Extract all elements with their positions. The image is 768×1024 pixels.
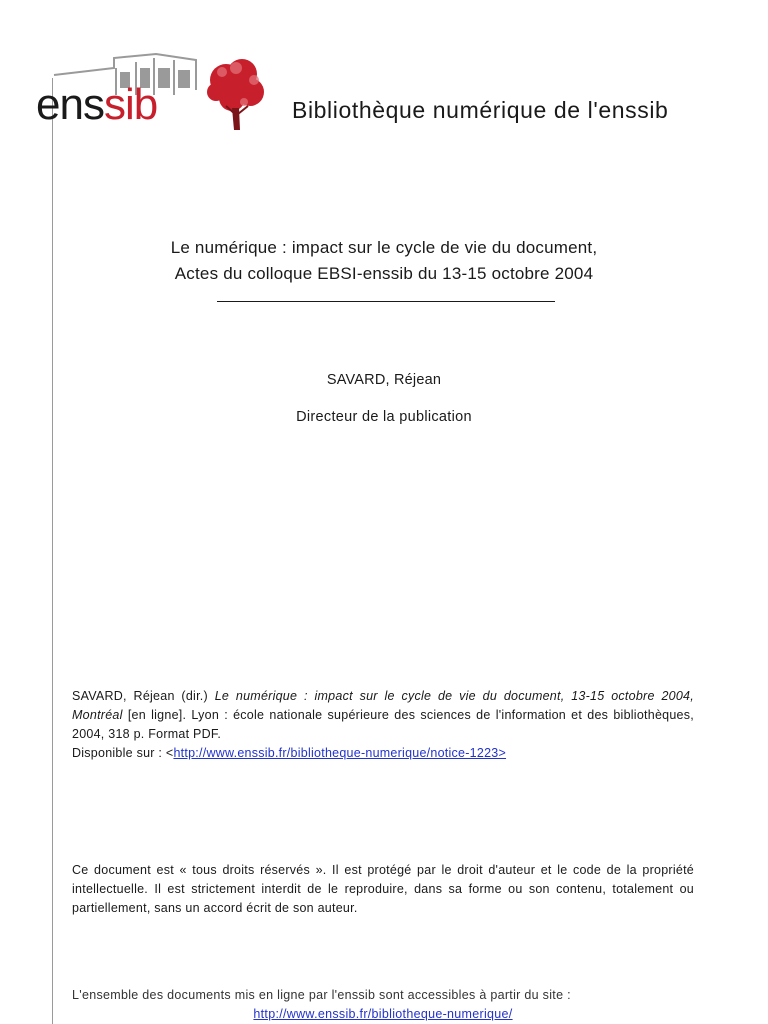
document-title-line2: Actes du colloque EBSI-enssib du 13-15 octobre 2004 bbox=[174, 264, 594, 283]
library-title: Bibliothèque numérique de l'enssib bbox=[292, 97, 669, 123]
title-divider bbox=[217, 301, 555, 302]
footer-link[interactable]: http://www.enssib.fr/bibliotheque-numerique/ bbox=[253, 1007, 513, 1021]
document-title-line1: Le numérique : impact sur le cycle de vie du document, bbox=[170, 238, 598, 257]
enssib-logo bbox=[36, 50, 276, 140]
logo-sib-text: sib bbox=[103, 80, 158, 129]
footer-text: L'ensemble des documents mis en ligne par l'enssib sont accessibles à partir du site : bbox=[72, 988, 571, 1002]
rights-notice: Ce document est « tous droits réservés ». Il est protégé par le droit d'auteur et le code de la propriété intellectuelle. Il est strictement interdit de le reproduire, dans sa forme ou son contenu, totalement ou partiellement, sans un accord écrit de son auteur. bbox=[72, 863, 694, 915]
citation-details: [en ligne]. Lyon : école nationale supérieure des sciences de l'information et des bibliothèques, 2004, 318 p. Format PDF. bbox=[72, 708, 694, 741]
citation-author: SAVARD, Réjean (dir.) bbox=[72, 689, 208, 703]
footer bbox=[72, 986, 694, 1024]
citation-available-label: Disponible sur : < bbox=[72, 746, 174, 760]
citation-link[interactable]: http://www.enssib.fr/bibliotheque-numerique/notice-1223> bbox=[173, 746, 507, 760]
citation-block bbox=[72, 687, 694, 763]
document-title bbox=[0, 235, 768, 287]
author-role: Directeur de la publication bbox=[296, 409, 472, 425]
document-author: SAVARD, Réjean bbox=[326, 372, 442, 388]
logo-ens-text: ens bbox=[36, 80, 104, 129]
page-margin-rule bbox=[52, 78, 53, 1024]
citation-title: Le numérique : impact sur le cycle de vie du document, 13-15 octobre 2004, Montréal bbox=[72, 689, 694, 722]
